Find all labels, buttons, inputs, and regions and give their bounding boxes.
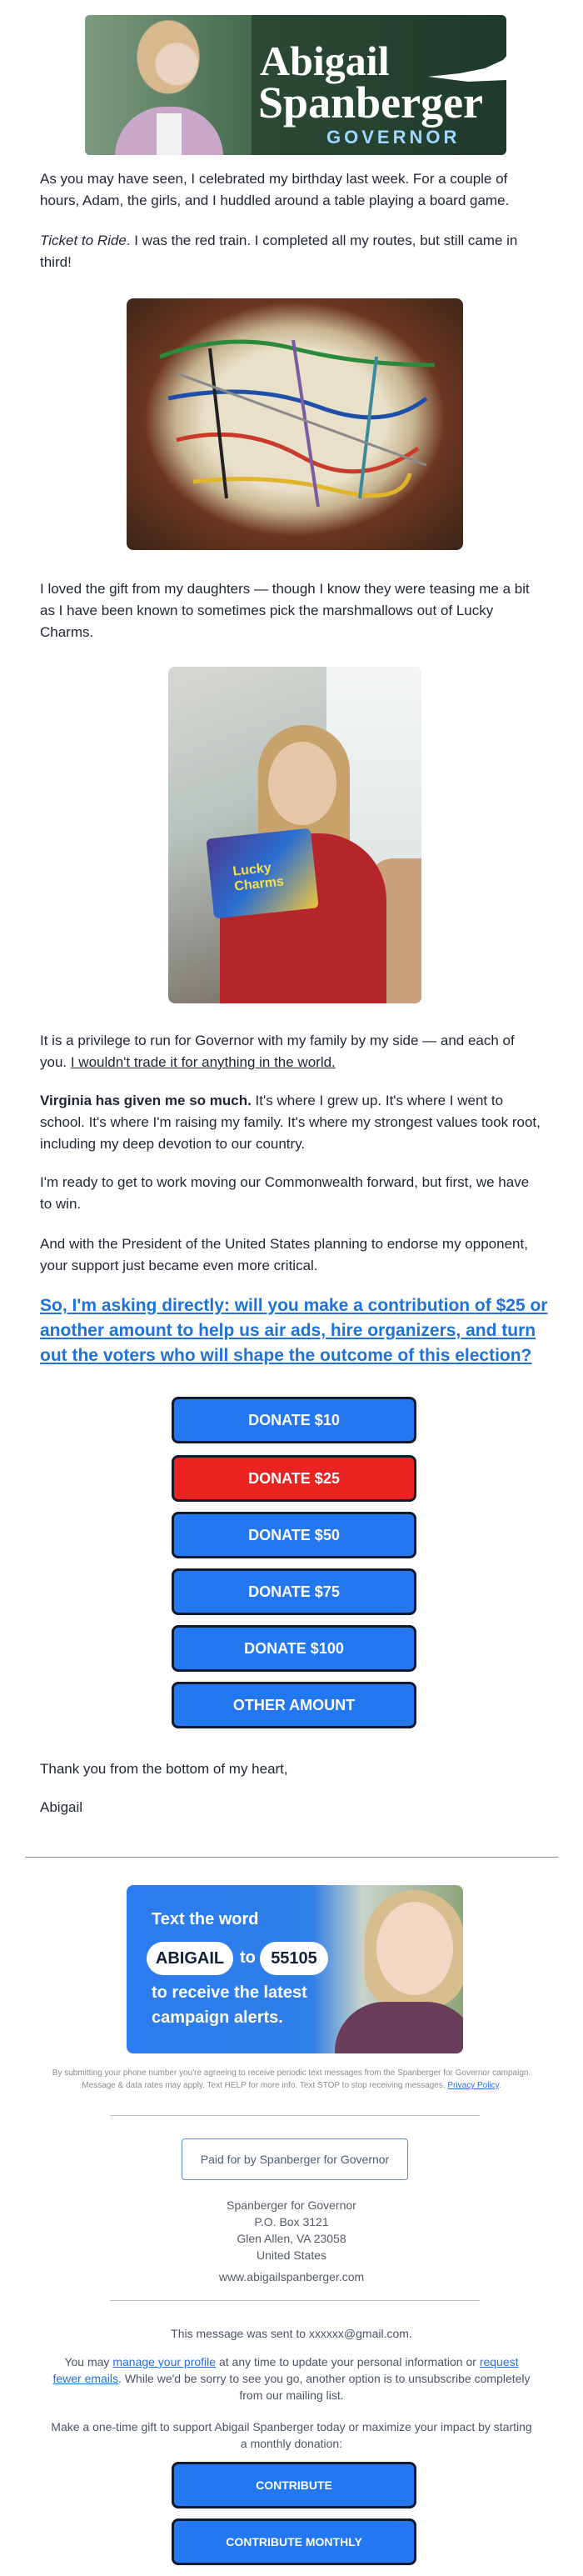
paragraph-birthday: As you may have seen, I celebrated my birthday last week. For a couple of hours, Adam, the girls, and I huddled around a table playing a board game. — [40, 171, 510, 208]
footer-divider-1 — [110, 2115, 480, 2116]
paragraph-privilege-underlined: I wouldn't trade it for anything in the world. — [70, 1054, 336, 1070]
banner-face — [376, 1902, 453, 1995]
candidate-shirt — [157, 113, 182, 155]
footer-po-box: P.O. Box 3121 — [254, 2215, 329, 2228]
contribute-monthly-button[interactable]: CONTRIBUTE MONTHLY — [172, 2518, 416, 2565]
donation-ask-link[interactable]: So, I'm asking directly: will you make a contribution of $25 or another amount to help us air ads, hire organizers, and turn out the voters who will shape the outcome of this election? — [40, 1296, 548, 1365]
paragraph-virginia-bold: Virginia has given me so much. — [40, 1093, 252, 1108]
sms-signup-banner[interactable] — [127, 1885, 463, 2053]
manage-post: . While we'd be sorry to see you go, another option is to unsubscribe completely from our mailing list. — [118, 2372, 531, 2402]
paragraph-virginia-rest: It's where I grew up. It's where I went to school. It's where I'm raising my family. It's where my strongest values took root, including my deep devotion to our country. — [40, 1093, 541, 1152]
board-game-routes — [127, 298, 463, 550]
section-divider — [25, 1857, 558, 1858]
header-office: GOVERNOR — [326, 127, 461, 148]
contribute-button[interactable]: CONTRIBUTE — [172, 2462, 416, 2508]
footer-city: Glen Allen, VA 23058 — [237, 2232, 346, 2245]
sms-disclaimer — [40, 2067, 543, 2092]
manage-mid: at any time to update your personal information or — [216, 2355, 480, 2368]
sms-to: to — [240, 1948, 256, 1967]
cereal-box — [206, 828, 318, 919]
privacy-policy-link[interactable]: Privacy Policy — [447, 2081, 499, 2090]
paid-for-box: Paid for by Spanberger for Governor — [182, 2138, 408, 2180]
sms-line-1: Text the word — [152, 1910, 259, 1928]
gift-text: Make a one-time gift to support Abigail Spanberger today or maximize your impact by starting a monthly donation: — [51, 2420, 532, 2450]
other-amount-button[interactable]: OTHER AMOUNT — [172, 1682, 416, 1728]
signature: Abigail — [40, 1799, 83, 1815]
footer-org: Spanberger for Governor — [227, 2198, 356, 2212]
paragraph-ticket-to-ride — [40, 230, 543, 273]
paragraph-virginia — [40, 1090, 543, 1155]
candidate-cereal-photo — [168, 667, 421, 1003]
donate-10-button[interactable]: DONATE $10 — [172, 1397, 416, 1443]
sms-disclaimer-end: . — [498, 2081, 501, 2090]
banner-coat — [335, 2002, 463, 2053]
header-last-name: Spanberger — [258, 78, 483, 128]
sms-line-3: to receive the latest — [152, 1983, 307, 2002]
face — [268, 742, 336, 825]
cereal-box-label: Lucky Charms — [232, 860, 285, 894]
donate-75-button[interactable]: DONATE $75 — [172, 1568, 416, 1615]
sent-to-line: This message was sent to xxxxxx@gmail.com. — [171, 2327, 412, 2340]
sms-number: 55105 — [260, 1942, 328, 1975]
request-fewer-emails-link[interactable]: request fewer emails — [52, 2355, 519, 2385]
header-first-name: Abigail — [260, 38, 390, 84]
paragraph-privilege — [40, 1030, 543, 1073]
paragraph-lucky-charms: I loved the gift from my daughters — though I know they were teasing me a bit as I have been known to sometimes pick the marshmallows out of Lucky Charms. — [40, 581, 530, 640]
donate-25-button[interactable]: DONATE $25 — [172, 1455, 416, 1502]
header-banner — [85, 15, 506, 155]
board-game-photo — [127, 298, 463, 550]
donate-50-button[interactable]: DONATE $50 — [172, 1512, 416, 1558]
footer-divider-2 — [110, 2300, 480, 2301]
footer-website[interactable]: www.abigailspanberger.com — [218, 2270, 365, 2283]
donate-100-button[interactable]: DONATE $100 — [172, 1625, 416, 1672]
footer-country: United States — [256, 2248, 327, 2262]
sms-keyword: ABIGAIL — [147, 1942, 233, 1975]
manage-profile-text — [50, 2353, 533, 2403]
thanks-line: Thank you from the bottom of my heart, — [40, 1761, 288, 1777]
paragraph-endorse: And with the President of the United States planning to endorse my opponent, your support just became even more critical. — [40, 1236, 528, 1273]
game-title: Ticket to Ride — [40, 233, 127, 248]
paragraph-privilege-start: It is a privilege to run for Governor with my family by my side — and each of you. — [40, 1033, 515, 1070]
manage-profile-link[interactable]: manage your profile — [112, 2355, 217, 2368]
manage-pre: You may — [64, 2355, 113, 2368]
paragraph-ticket-rest: . I was the red train. I completed all my routes, but still came in third! — [40, 233, 518, 270]
sms-disclaimer-text: By submitting your phone number you're agreeing to receive periodic text messages from the Spanberger for Governor campaign. Message & data rates may apply. Text HELP for more info. Text STOP to stop receiving messages. — [52, 2068, 531, 2090]
sms-line-4: campaign alerts. — [152, 2008, 283, 2027]
paragraph-win: I'm ready to get to work moving our Commonwealth forward, but first, we have to win. — [40, 1174, 530, 1212]
